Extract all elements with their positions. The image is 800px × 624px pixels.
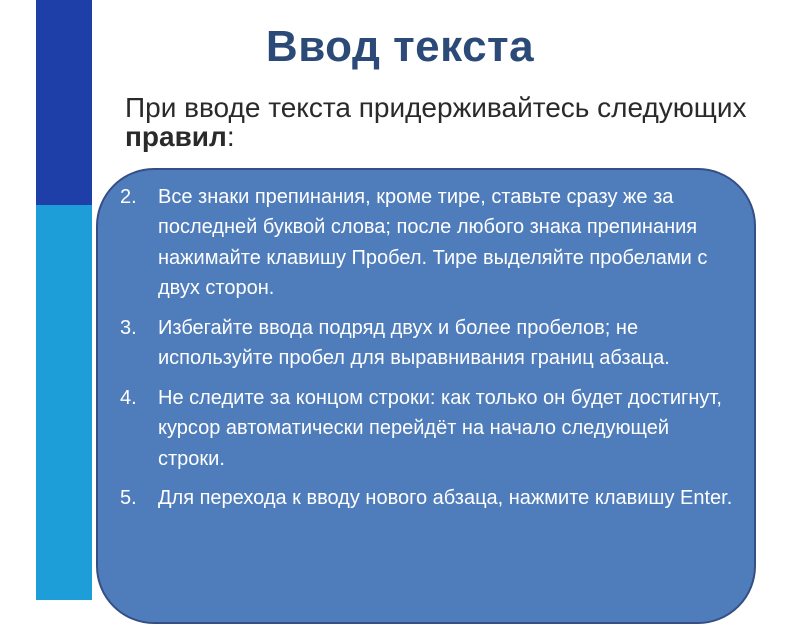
slide-title: Ввод текста bbox=[265, 22, 535, 71]
rule-item-5 bbox=[98, 483, 754, 514]
intro-text-suffix: : bbox=[226, 121, 235, 152]
rule-number: 5. bbox=[120, 487, 137, 509]
rule-number: 3. bbox=[120, 316, 137, 339]
intro-text-main: При вводе текста придерживайтесь следующих bbox=[125, 92, 747, 123]
rule-item-4 bbox=[98, 383, 754, 475]
rule-text: Для перехода к вводу нового абзаца, нажмите клавишу Enter. bbox=[158, 487, 733, 509]
accent-bar-bottom bbox=[36, 205, 92, 600]
rule-number: 4. bbox=[120, 386, 137, 409]
rule-text: Не следите за концом строки: как только он будет достигнут, курсор автоматически перейдёт на начало следующей строки. bbox=[158, 386, 722, 470]
rule-number: 1. bbox=[120, 146, 137, 168]
rules-panel[interactable] bbox=[96, 146, 756, 624]
intro-text-bold: правил bbox=[125, 121, 227, 152]
rule-number: 2. bbox=[120, 185, 137, 208]
rule-text: Избегайте ввода подряд двух и более пробелов; не используйте пробел для выравнивания границ абзаца. bbox=[158, 316, 670, 369]
rule-text: Там, где это нужно, используйте прописные буквы. bbox=[158, 146, 632, 168]
rule-item-3 bbox=[98, 313, 754, 374]
rules-list bbox=[98, 142, 754, 523]
rule-item-2 bbox=[98, 182, 754, 304]
rule-item-1 bbox=[98, 142, 754, 173]
rule-text: Все знаки препинания, кроме тире, ставьте сразу же за последней буквой слова; после любого знака препинания нажимайте клавишу Пробел. Тире выделяйте пробелами с двух сторон. bbox=[158, 185, 708, 299]
